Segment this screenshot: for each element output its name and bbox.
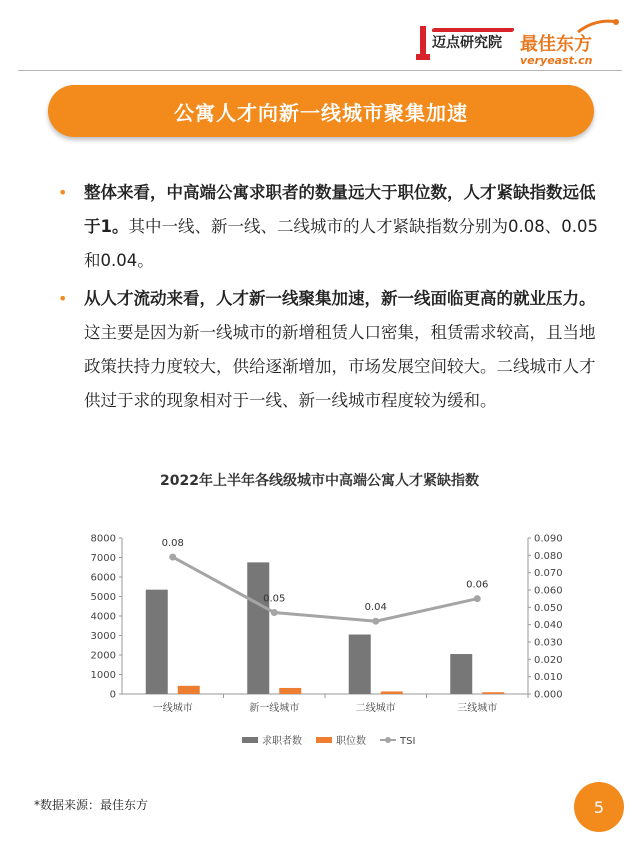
tsi-data-label: 0.06 bbox=[466, 579, 489, 591]
veryeast-logo-en: veryeast.cn bbox=[520, 54, 593, 67]
y-tick-label: 6000 bbox=[90, 572, 116, 584]
tsi-data-label: 0.04 bbox=[364, 602, 387, 614]
y-tick-label: 8000 bbox=[90, 533, 116, 545]
page-number: 5 bbox=[574, 782, 624, 832]
y2-tick-label: 0.000 bbox=[534, 689, 563, 701]
y-tick-label: 1000 bbox=[90, 670, 116, 681]
tower-icon bbox=[416, 26, 430, 60]
legend-swatch bbox=[316, 737, 332, 743]
legend-label: 职位数 bbox=[336, 736, 366, 747]
y-tick-label: 3000 bbox=[90, 631, 116, 642]
tsi-point bbox=[474, 595, 481, 602]
data-source-note: *数据来源：最佳东方 bbox=[34, 798, 149, 812]
bullet-bold-text: 从人才流动来看，人才新一线聚集加速，新一线面临更高的就业压力。 bbox=[84, 289, 596, 308]
chart-title: 2022年上半年各线级城市中高端公寓人才紧缺指数 bbox=[160, 473, 479, 489]
legend-marker bbox=[385, 737, 391, 743]
bar-applicants bbox=[450, 654, 472, 694]
y2-tick-label: 0.040 bbox=[534, 620, 563, 632]
bullet-dot-icon: • bbox=[58, 289, 68, 308]
title-banner bbox=[48, 85, 594, 137]
tsi-point bbox=[169, 554, 176, 561]
legend-swatch bbox=[242, 737, 258, 743]
y-tick-label: 0 bbox=[109, 689, 116, 701]
legend-label: 求职者数 bbox=[262, 736, 302, 747]
tsi-chart bbox=[70, 528, 590, 758]
bar-positions bbox=[178, 686, 200, 694]
bar-positions bbox=[482, 692, 504, 694]
tsi-data-label: 0.08 bbox=[161, 538, 184, 550]
y2-tick-label: 0.020 bbox=[534, 654, 563, 666]
y2-tick-label: 0.080 bbox=[534, 550, 563, 562]
y-tick-label: 2000 bbox=[90, 650, 116, 662]
y-tick-label: 5000 bbox=[90, 592, 116, 603]
bar-positions bbox=[279, 688, 301, 694]
y2-tick-label: 0.010 bbox=[534, 672, 563, 684]
bar-positions bbox=[381, 691, 403, 694]
y2-tick-label: 0.090 bbox=[534, 533, 563, 545]
veryeast-logo bbox=[518, 18, 628, 68]
bullet-item bbox=[54, 176, 606, 278]
maidian-logo bbox=[416, 22, 516, 64]
bullet-bold-text: 整体来看，中高端公寓求职者的数量远大于职位数，人才紧缺指数远低于1。 bbox=[84, 183, 596, 236]
bullet-dot-icon: • bbox=[58, 183, 68, 202]
veryeast-logo-cn: 最佳东方 bbox=[520, 34, 592, 55]
bullet-text: 其中一线、新一线、二线城市的人才紧缺指数分别为0.08、0.05和0.04。 bbox=[84, 217, 598, 270]
y-tick-label: 4000 bbox=[90, 611, 116, 623]
x-tick-label: 一线城市 bbox=[152, 703, 193, 714]
x-tick-label: 新一线城市 bbox=[249, 703, 300, 714]
bullet-text: 这主要是因为新一线城市的新增租赁人口密集，租赁需求较高，且当地政策扶持力度较大，供给逐渐增加，市场发展空间较大。二线城市人才供过于求的现象相对于一线、新一线城市程度较为缓和。 bbox=[84, 323, 596, 410]
tsi-line bbox=[173, 557, 478, 621]
y2-tick-label: 0.050 bbox=[534, 602, 563, 614]
x-tick-label: 二线城市 bbox=[355, 703, 396, 714]
y2-tick-label: 0.060 bbox=[534, 585, 563, 597]
maidian-logo-text: 迈点研究院 bbox=[432, 35, 502, 51]
page-title: 公寓人才向新一线城市聚集加速 bbox=[174, 100, 468, 125]
bar-applicants bbox=[247, 562, 269, 694]
header-divider bbox=[18, 70, 622, 71]
y-tick-label: 7000 bbox=[90, 553, 116, 564]
tsi-data-label: 0.05 bbox=[263, 593, 286, 605]
x-tick-label: 三线城市 bbox=[457, 703, 498, 714]
y2-tick-label: 0.030 bbox=[534, 637, 563, 649]
legend-label: TSI bbox=[400, 736, 416, 747]
bullet-item bbox=[54, 282, 606, 418]
bar-applicants bbox=[146, 590, 168, 694]
tsi-point bbox=[271, 609, 278, 616]
tsi-point bbox=[372, 618, 379, 625]
y2-tick-label: 0.070 bbox=[534, 568, 563, 580]
bullet-list bbox=[54, 176, 606, 422]
bar-applicants bbox=[349, 635, 371, 694]
